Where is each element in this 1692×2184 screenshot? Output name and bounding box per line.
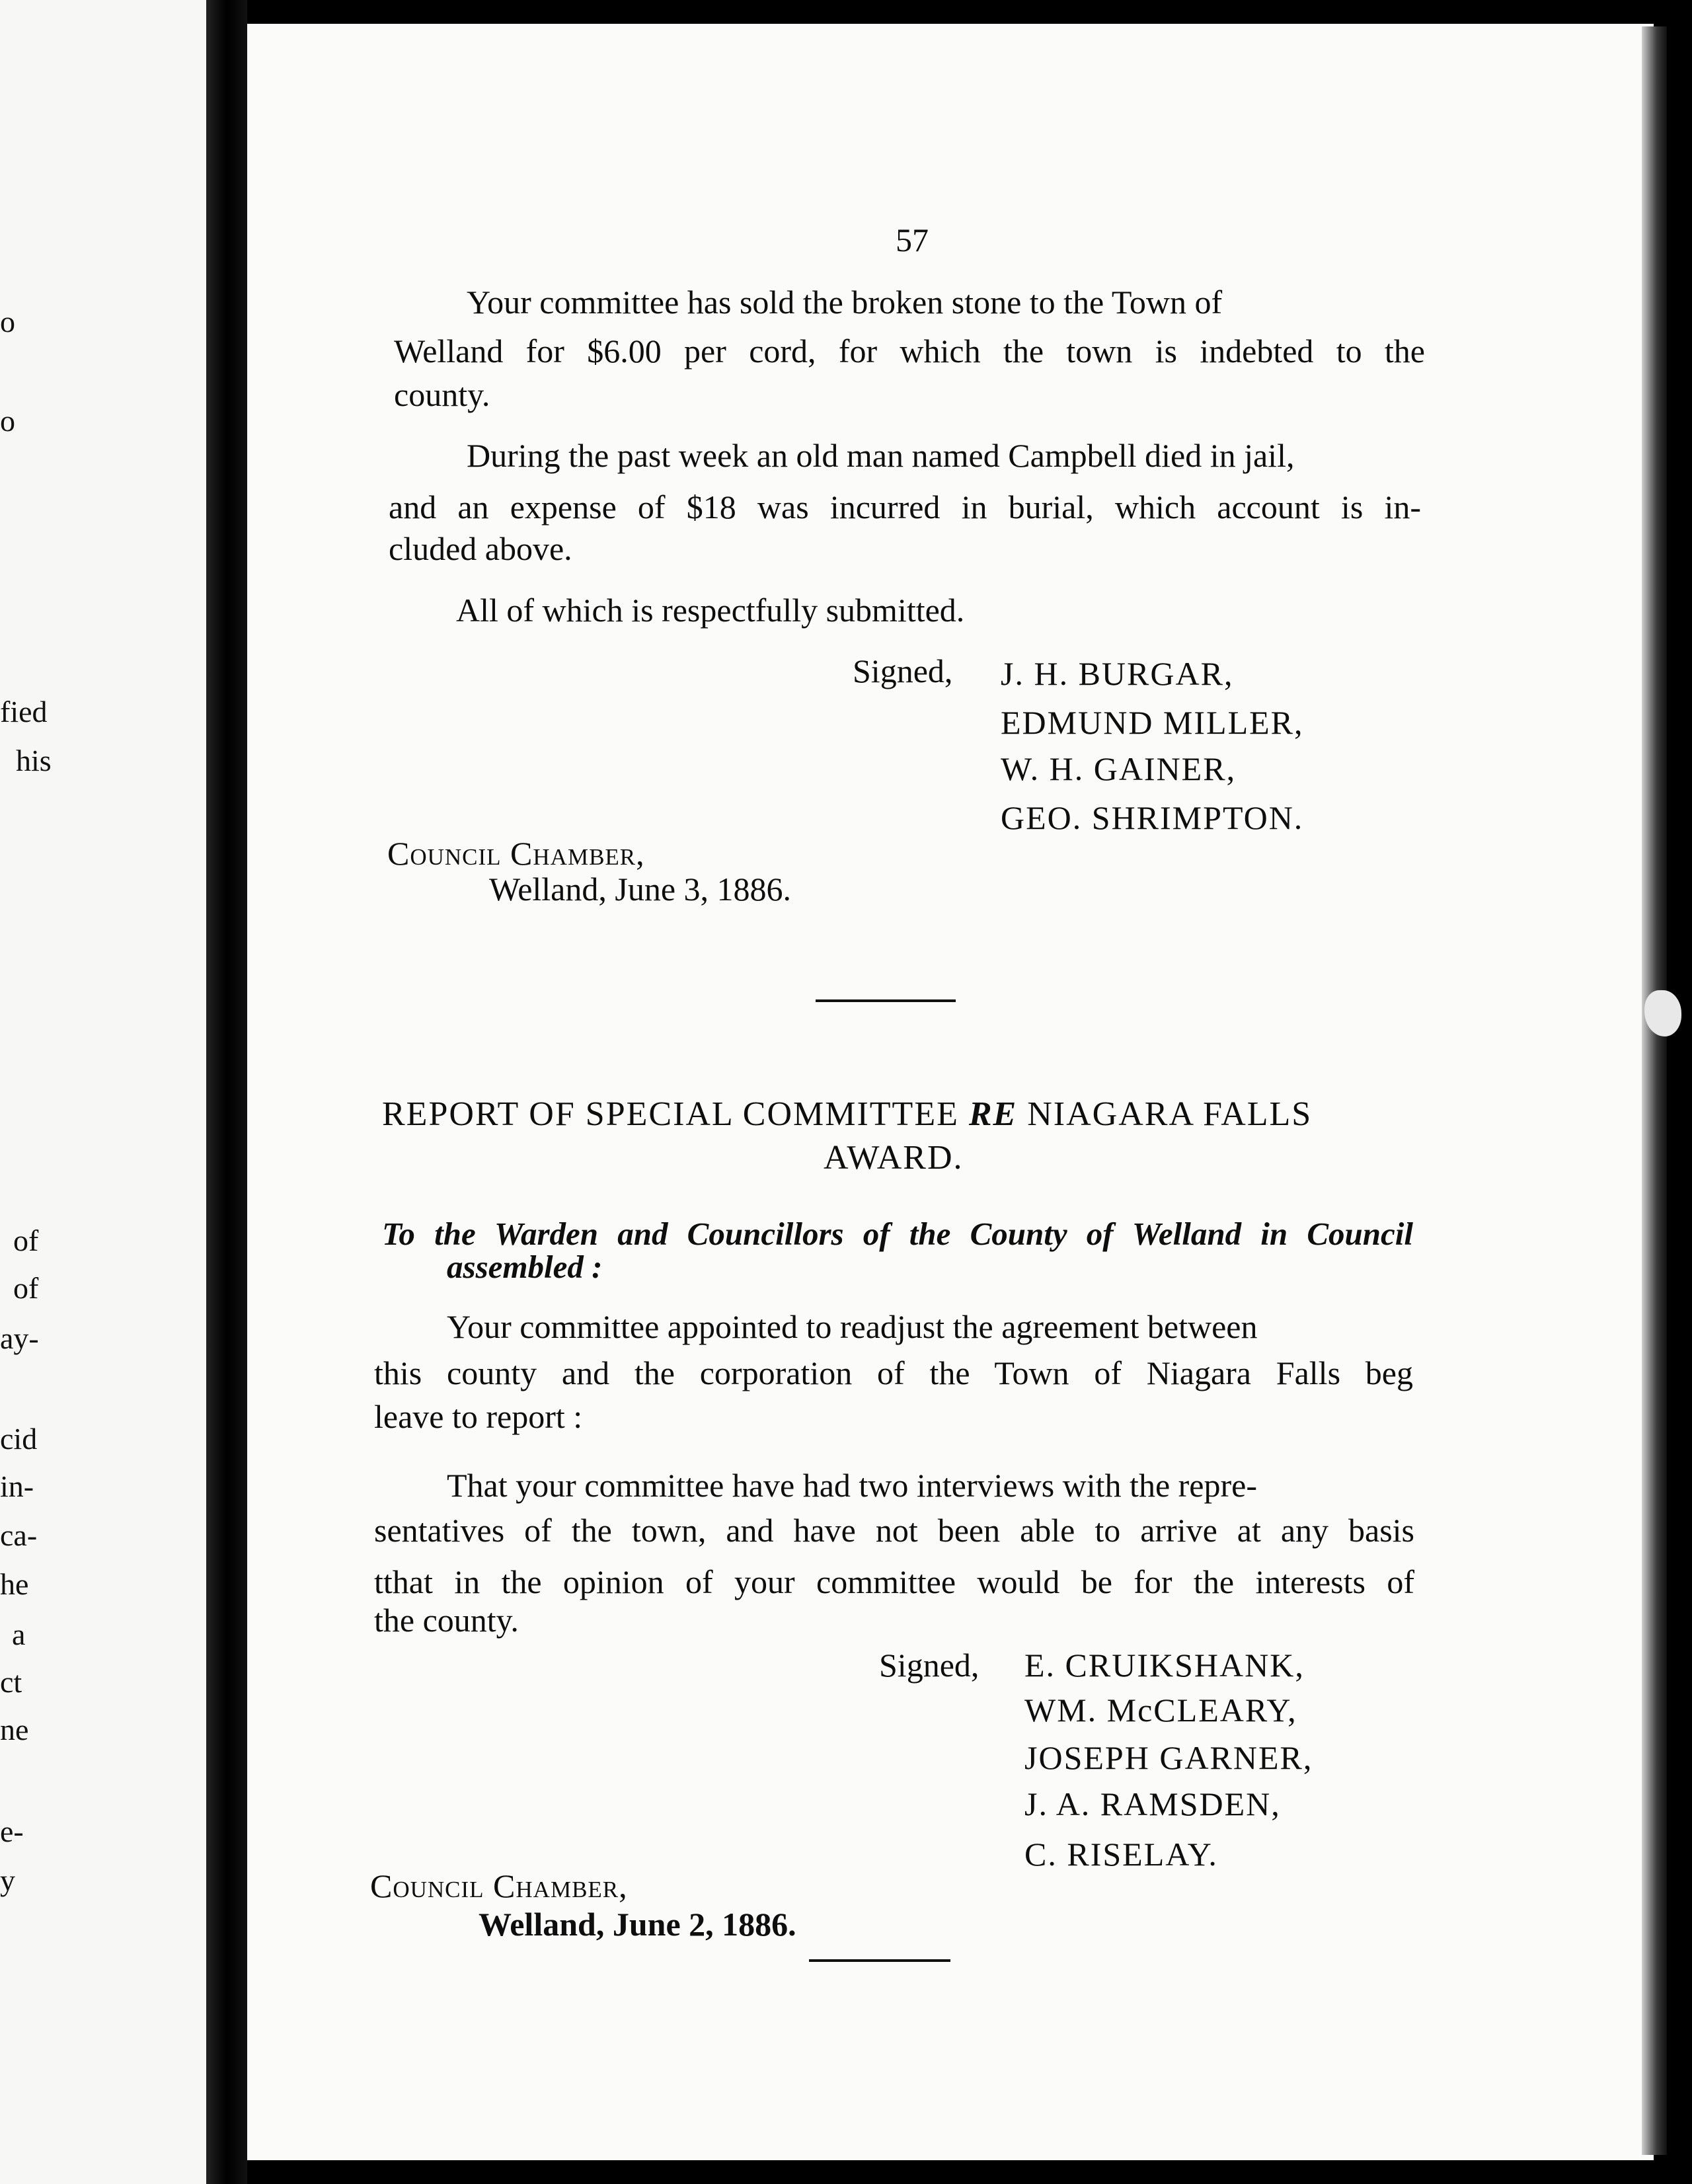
s1-signed-label: Signed, [853, 652, 953, 689]
separator-rule-1 [816, 999, 956, 1002]
s1-council-chamber: Council Chamber, [387, 835, 645, 872]
s2-signatory-5: C. RISELAY. [1024, 1836, 1218, 1873]
facing-page-fragment: in- [0, 1469, 34, 1503]
address-line-1: To the Warden and Councillors of the County of Welland in Council [382, 1216, 1413, 1252]
s1-p1-line-1: Your committee has sold the broken stone to the Town of [467, 284, 1223, 321]
facing-page-fragment: ne [0, 1713, 29, 1746]
s2-signed-label: Signed, [879, 1647, 980, 1684]
s2-signatory-2: WM. McCLEARY, [1024, 1692, 1297, 1729]
report-title-line-2: AWARD. [824, 1139, 964, 1177]
facing-page-fragment: of [13, 1224, 39, 1257]
facing-page-fragment: o [0, 305, 15, 338]
s2-p2-line-3: tthat in the opinion of your committee would be for the interests of [374, 1563, 1414, 1600]
s2-p2-line-1: That your committee have had two interviews with the repre- [447, 1467, 1257, 1504]
address-line-2: assembled : [447, 1249, 603, 1285]
s1-signatory-3: W. H. GAINER, [1001, 750, 1237, 787]
s2-p1-line-2: this county and the corporation of the Town of Niagara Falls beg [374, 1354, 1413, 1391]
s1-p2-line-2: and an expense of $18 was incurred in burial, which account is in- [389, 488, 1421, 526]
facing-page-fragment: he [0, 1567, 29, 1601]
report-title-re: RE [968, 1095, 1018, 1133]
report-title-after: NIAGARA FALLS [1027, 1095, 1313, 1133]
s2-council-chamber: Council Chamber, [370, 1867, 628, 1904]
s1-signatory-1: J. H. BURGAR, [1001, 655, 1234, 692]
facing-page-fragment: o [0, 404, 15, 438]
s2-p2-line-4: the county. [374, 1602, 519, 1639]
page-edge-shadow [1642, 26, 1667, 2155]
s2-signatory-3: JOSEPH GARNER, [1024, 1739, 1313, 1776]
facing-page-fragment: ay- [0, 1321, 39, 1355]
facing-page-fragment: e- [0, 1814, 24, 1848]
facing-page-fragment: y [0, 1863, 15, 1897]
facing-page-fragment: a [12, 1618, 26, 1651]
s2-p2-line-2: sentatives of the town, and have not been able to arrive at any basis [374, 1512, 1414, 1549]
s2-p1-line-3: leave to report : [374, 1398, 583, 1435]
scan-border [1667, 0, 1692, 2184]
s1-p2-line-1: During the past week an old man named Campbell died in jail, [467, 437, 1295, 474]
facing-page-fragment: of [13, 1271, 39, 1305]
s1-closing: All of which is respectfully submitted. [456, 592, 965, 629]
facing-page-fragment: ca- [0, 1518, 38, 1552]
report-title-line-1 [382, 1097, 1312, 1132]
facing-page-fragment: his [16, 744, 52, 777]
s1-p2-line-3: cluded above. [389, 530, 572, 567]
facing-page-fragment: ct [0, 1665, 22, 1699]
report-title-before: REPORT OF SPECIAL COMMITTEE [382, 1095, 959, 1133]
s1-p1-line-2: Welland for $6.00 per cord, for which the town is indebted to the [394, 332, 1425, 370]
s2-date: Welland, June 2, 1886. [479, 1906, 796, 1943]
separator-rule-2 [809, 1959, 950, 1962]
facing-page [0, 0, 206, 2184]
s1-signatory-4: GEO. SHRIMPTON. [1001, 799, 1304, 836]
s2-signatory-4: J. A. RAMSDEN, [1024, 1785, 1281, 1822]
s2-p1-line-1: Your committee appointed to readjust the agreement between [447, 1308, 1258, 1345]
s2-signatory-1: E. CRUIKSHANK, [1024, 1647, 1305, 1684]
s1-p1-line-3: county. [394, 376, 490, 413]
s1-date: Welland, June 3, 1886. [489, 871, 792, 908]
s1-signatory-2: EDMUND MILLER, [1001, 704, 1304, 741]
facing-page-fragment: cid [0, 1422, 38, 1456]
page-number: 57 [896, 221, 929, 258]
facing-page-text-fragments [0, 0, 206, 2184]
book-gutter [206, 0, 247, 2184]
facing-page-fragment: fied [0, 695, 48, 728]
